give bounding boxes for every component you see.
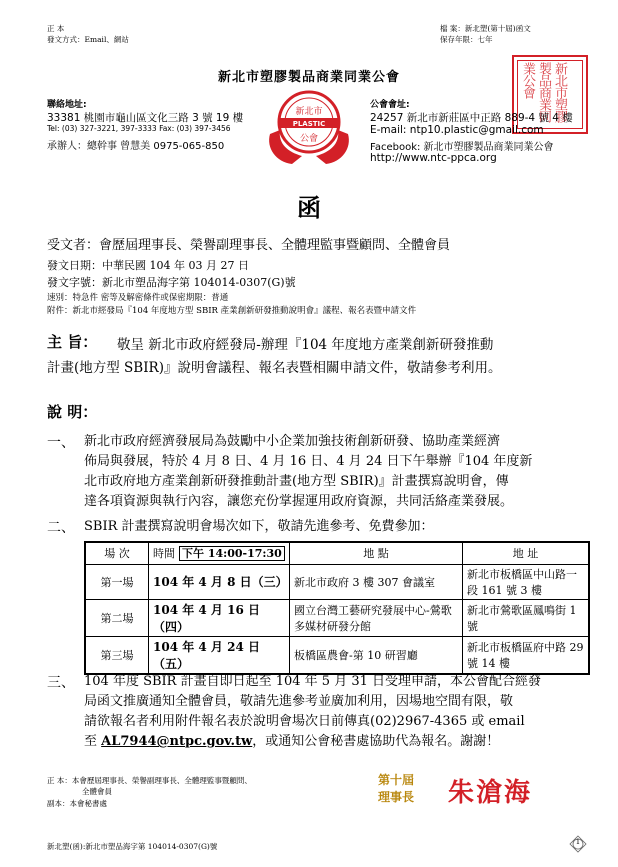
svg-text:新北市: 新北市 [295,107,323,117]
venue-cell: 新北市政府 3 樓 307 會議室 [290,564,463,599]
recipients: 受文者：會歷屆理事長、榮譽副理事長、全體理監事暨顧問、全體會員 [47,238,451,253]
urgency: 速別：特急件 密等及解密條件或保密期限：普通 [47,293,229,303]
footer-reference: 新北塑(函):新北市塑品海字第 104014-0307(G)號 [47,842,218,851]
header-time-range: 下午 14:00-17:30 [179,546,285,561]
contact-email-link[interactable]: AL7944@ntpc.gov.tw [101,734,253,749]
contact-handler: 承辦人：總幹事 曾慧美 0975-065-850 [47,141,225,152]
explanation-label: 說 明： [47,403,98,421]
page-number: 1 [575,838,581,846]
address-cell: 新北市板橋區府中路 29 號 14 樓 [463,636,590,674]
table-header-row [85,542,589,564]
svg-text:公會: 公會 [299,134,319,144]
issue-date: 發文日期：中華民國 104 年 03 月 27 日 [47,259,249,272]
item3-number: 三、 [47,675,75,691]
header-venue: 地 點 [290,542,463,564]
contact-address: 33381 桃園市龜山區文化三路 3 號 19 樓 [47,112,244,124]
office-address-label: 公會會址: [370,100,410,110]
office-email[interactable]: E-mail: ntp10.plastic@gmail.com [370,124,544,136]
item2-number: 二、 [47,520,75,536]
item1-line: 北市政府地方產業創新研發推動計畫(地方型 SBIR)』計畫撰寫說明會，傳 [84,474,509,489]
footer-main-recipients-cont: 全體會員 [82,787,112,796]
session-cell: 第二場 [85,599,149,636]
footer-main-recipients: 正 本：本會歷屆理事長、榮譽副理事長、全體理監事暨顧問、 [47,776,252,785]
footer-copy-recipients: 副本：本會秘書處 [47,799,107,808]
retention-period: 保存年限：七年 [440,35,493,44]
doc-number: 發文字號：新北市塑品海字第 104014-0307(G)號 [47,276,296,289]
contact-address-label: 聯絡地址: [47,100,87,110]
file-number: 檔 案：新北塑(第十屆)函文 [440,24,531,33]
address-cell: 新北市板橋區中山路一段 161 號 3 樓 [463,564,590,599]
item3-last-suffix: ，或通知公會秘書處協助代為報名。謝謝！ [252,734,500,749]
table-row [85,564,589,599]
office-address: 24257 新北市新莊區中正路 889-4 號 4 樓 [370,112,573,124]
venue-cell: 板橋區農會-第 10 研習廳 [290,636,463,674]
table-row [85,636,589,674]
subject-line-2: 計畫(地方型 SBIR)』說明會議程、報名表暨相關申請文件，敬請參考利用。 [47,360,502,376]
date-cell: 104 年 4 月 24 日（五） [149,636,290,674]
header-time: 時間 [153,547,175,561]
item3-line: 104 年度 SBIR 計畫自即日起至 104 年 5 月 31 日受理申請，本公會配合經發 [84,674,542,689]
attachments: 附件：新北市經發局『104 年度地方型 SBIR 產業創新研發推動說明會』議程、報名表暨申請文件 [47,306,417,316]
item2-text: SBIR 計畫撰寫說明會場次如下，敬請先進參考、免費參加： [84,519,434,534]
date-cell: 104 年 4 月 8 日（三） [149,564,290,599]
date-cell: 104 年 4 月 16 日（四） [149,599,290,636]
item3-line: 局函文推廣通知全體會員，敬請先進參考並廣加利用，因場地空間有限，敬 [84,694,514,709]
signature-term: 第十屆 [378,773,415,787]
copy-line: 正 本 [47,24,65,33]
subject-line-1: 敬呈 新北市政府經發局-辦理『104 年度地方產業創新研發推動 [117,337,494,353]
schedule-table [84,541,590,675]
office-facebook: Facebook: 新北市塑膠製品商業同業公會 [370,142,554,153]
item3-line-last [84,732,499,752]
subject-label: 主 旨： [47,333,98,351]
signature-title: 理事長 [378,790,415,804]
association-logo [262,86,356,170]
item3-line: 請欲報名者利用附件報名表於說明會場次日前傳真(02)2967-4365 或 email [84,714,525,729]
send-method: 發文方式：Email、網站 [47,35,129,44]
address-cell: 新北市鶯歌區鳳鳴街 1 號 [463,599,590,636]
item1-line: 達各項資源與執行內容，讓您充份掌握運用政府資源，共同活絡產業發展。 [84,494,514,509]
header-address: 地 址 [463,542,590,564]
svg-text:PLASTIC: PLASTIC [292,120,326,128]
item1-line: 佈局與發展，特於 4 月 8 日、4 月 16 日、4 月 24 日下午舉辦『104 年度新 [84,454,533,469]
session-cell: 第一場 [85,564,149,599]
item1-number: 一、 [47,435,75,451]
association-name: 新北市塑膠製品商業同業公會 [217,70,400,85]
item1-line: 新北市政府經濟發展局為鼓勵中小企業加強技術創新研發、協助產業經濟 [84,434,501,449]
signature-name: 朱滄海 [448,778,533,808]
document-type: 函 [297,193,321,222]
table-row [85,599,589,636]
office-website[interactable]: http://www.ntc-ppca.org [370,152,497,164]
venue-cell: 國立台灣工藝研究發展中心-鶯歌多媒材研發分館 [290,599,463,636]
header-session: 場 次 [85,542,149,564]
contact-phone: Tel: (03) 327-3221, 397-3333 Fax: (03) 397-3456 [47,124,231,133]
session-cell: 第三場 [85,636,149,674]
page-number-badge [569,835,587,853]
item3-last-prefix: 至 [84,734,102,749]
seal-text: 新北市塑膠製品商業同業公會 [520,62,567,122]
header-time-cell [149,542,290,564]
